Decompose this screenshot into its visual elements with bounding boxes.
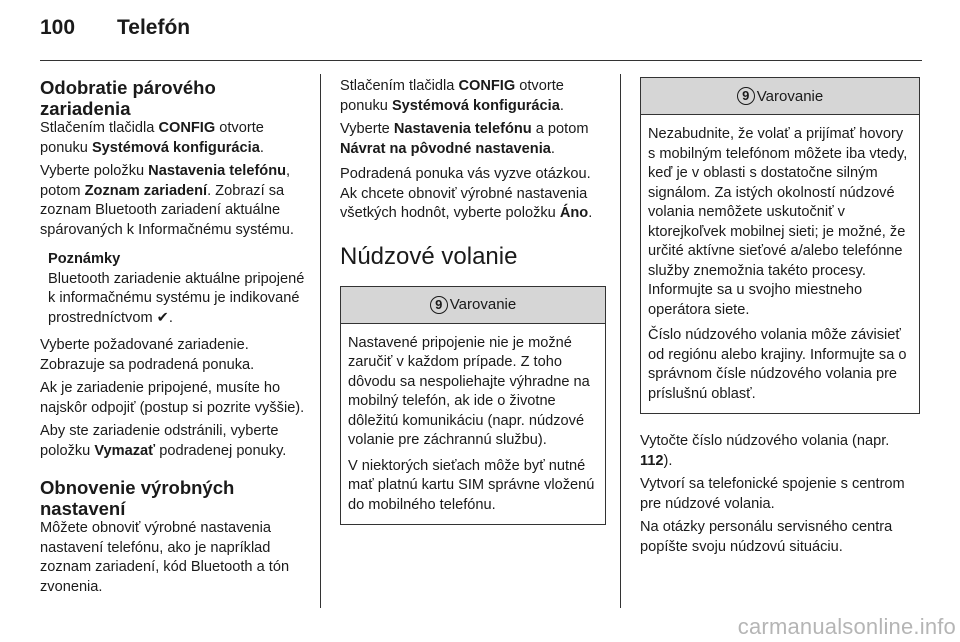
column-1 xyxy=(40,77,306,597)
note-title: Poznámky xyxy=(48,251,121,267)
section-heading-unpair: Odobratie párového zariadenia xyxy=(40,77,216,119)
warning-text: Nastavené pripojenie nie je možné zaručiť v každom prípade. Z toho dôvodu sa nespoliehajte výhradne na mobilný telefón, ak ide o životne dôležitú komunikáciu (napr. núdzové volanie pre záchrannú službu). xyxy=(348,334,590,448)
paragraph: Aby ste zariadenie odstránili, vyberte položku Vymazať podradenej ponuky. xyxy=(40,423,287,459)
warning-body xyxy=(341,324,605,525)
paragraph: Vyberte požadované zariadenie. Zobrazuje sa podradená ponuka. xyxy=(40,337,255,373)
paragraph: Podradená ponuka vás vyzve otázkou. Ak chcete obnoviť výrobné nastavenia všetkých hodnôt, vyberte položku Áno. xyxy=(340,166,593,221)
header-divider xyxy=(40,60,922,61)
page-header xyxy=(40,16,920,50)
section-heading-emergency-call: Núdzové volanie xyxy=(340,242,518,270)
section-heading-factory-reset: Obnovenie výrobných nastavení xyxy=(40,477,235,519)
warning-body xyxy=(641,115,919,413)
paragraph: Vyberte Nastavenia telefónu a potom Návrat na pôvodné nastavenia. xyxy=(340,121,589,157)
column-divider xyxy=(320,74,321,608)
warning-header xyxy=(341,287,605,324)
paragraph: Vyberte položku Nastavenia telefónu, potom Zoznam zariadení. Zobrazí sa zoznam Bluetooth zariadení aktuálne spárovaných k Informačnému systému. xyxy=(40,163,294,238)
paragraph: Vytvorí sa telefonické spojenie s centrom pre núdzové volania. xyxy=(640,476,905,512)
warning-icon: 9 xyxy=(737,87,755,105)
warning-box xyxy=(640,77,920,414)
note-block xyxy=(40,250,306,328)
page-number: 100 xyxy=(40,16,76,39)
note-text: Bluetooth zariadenie aktuálne pripojené k informačnému systému je indikované prostredníctvom ✔. xyxy=(48,270,305,326)
warning-header xyxy=(641,78,919,115)
column-3 xyxy=(640,77,920,557)
paragraph: Môžete obnoviť výrobné nastavenia nastavení telefónu, ako je napríklad zoznam zariadení, kód Bluetooth a tón zvonenia. xyxy=(40,520,290,595)
paragraph: Na otázky personálu servisného centra popíšte svoju núdzovú situáciu. xyxy=(640,519,893,555)
warning-title: Varovanie xyxy=(449,296,517,313)
warning-title: Varovanie xyxy=(756,87,824,105)
warning-text: V niektorých sieťach môže byť nutné mať platnú kartu SIM správne vloženú do mobilného telefónu. xyxy=(348,457,595,513)
warning-box xyxy=(340,286,606,526)
paragraph: Ak je zariadenie pripojené, musíte ho najskôr odpojiť (postup si pozrite vyššie). xyxy=(40,380,305,416)
column-divider xyxy=(620,74,621,608)
paragraph: Stlačením tlačidla CONFIG otvorte ponuku Systémová konfigurácia. xyxy=(40,120,264,156)
chapter-title: Telefón xyxy=(117,16,191,39)
watermark: carmanualsonline.info xyxy=(737,614,956,639)
paragraph: Stlačením tlačidla CONFIG otvorte ponuku Systémová konfigurácia. xyxy=(340,78,564,114)
warning-text: Nezabudnite, že volať a prijímať hovory s mobilným telefónom môžete iba vtedy, keď je v oblasti s dostatočne silným signálom. Za istých okolností núdzové volania nemôžete uskutočniť v ktorejkoľvek mobilnej sieti; je možné, že určité aktívne sieťové a/alebo telefónne služby znemožnia takéto procesy. Informujte sa u svojho miestneho operátora siete. xyxy=(648,126,908,318)
warning-text: Číslo núdzového volania môže závisieť od regiónu alebo krajiny. Informujte sa o správnom čísle núdzového volania pre príslušnú oblasť. xyxy=(648,327,907,402)
warning-icon: 9 xyxy=(430,296,448,314)
column-2 xyxy=(340,77,606,525)
paragraph: Vytočte číslo núdzového volania (napr. 112). xyxy=(640,433,890,469)
